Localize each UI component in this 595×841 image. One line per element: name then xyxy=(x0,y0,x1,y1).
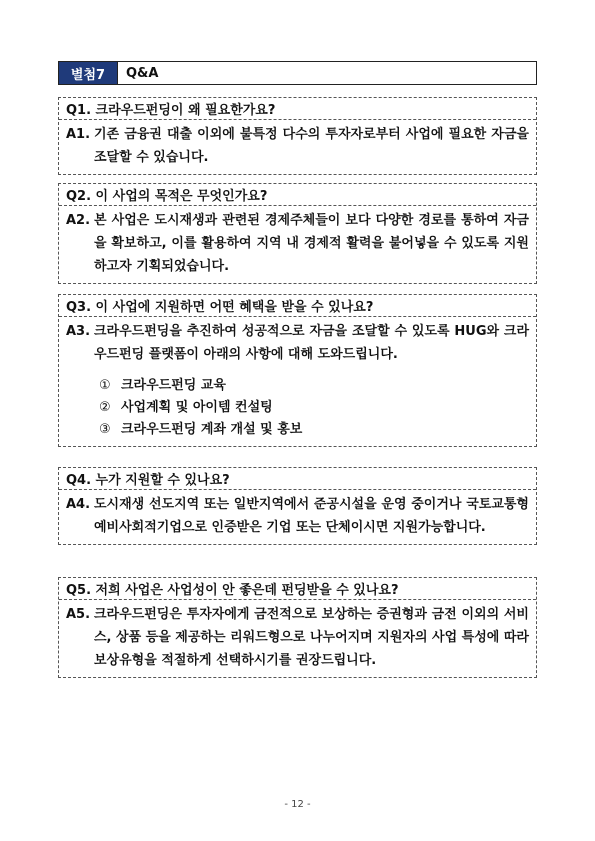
circled-number: ① xyxy=(99,378,111,393)
circled-number: ③ xyxy=(99,422,111,437)
header-title: Q&A xyxy=(117,62,536,84)
question-3: Q3. 이 사업에 지원하면 어떤 혜택을 받을 수 있나요? xyxy=(59,295,536,317)
qa-block-1 xyxy=(58,97,537,175)
list-item xyxy=(94,397,529,419)
question-2: Q2. 이 사업의 목적은 무엇인가요? xyxy=(59,184,536,206)
attachment-header xyxy=(58,61,537,85)
answer-3-text: 크라우드펀딩을 추진하여 성공적으로 자금을 조달할 수 있도록 HUG와 크라우드펀딩 플랫폼이 아래의 사항에 대해 도와드립니다. xyxy=(94,324,529,362)
answer-2-text: 본 사업은 도시재생과 관련된 경제주체들이 보다 다양한 경로를 통하여 자금을 확보하고, 이를 활용하여 지역 내 경제적 활력을 불어넣을 수 있도록 지원하고자 기획되었습니다. xyxy=(94,213,529,274)
answer-2-label: A2. xyxy=(66,213,91,228)
list-item-text: 크라우드펀딩 계좌 개설 및 홍보 xyxy=(121,422,303,437)
qa-block-5 xyxy=(58,577,537,678)
list-item-text: 사업계획 및 아이템 컨설팅 xyxy=(121,400,273,415)
qa-block-2 xyxy=(58,183,537,284)
answer-5-text: 크라우드펀딩은 투자자에게 금전적으로 보상하는 증권형과 금전 이외의 서비스, 상품 등을 제공하는 리워드형으로 나누어지며 지원자의 사업 특성에 따라 보상유형을 적절하게 선택하시기를 권장드립니다. xyxy=(94,607,529,668)
qa-block-4 xyxy=(58,467,537,545)
answer-3-label: A3. xyxy=(66,324,91,339)
answer-1-text: 기존 금융권 대출 이외에 불특정 다수의 투자자로부터 사업에 필요한 자금을 조달할 수 있습니다. xyxy=(94,127,529,165)
qa-block-3 xyxy=(58,294,537,447)
question-1: Q1. 크라우드펀딩이 왜 필요한가요? xyxy=(59,98,536,120)
question-5: Q5. 저희 사업은 사업성이 안 좋은데 펀딩받을 수 있나요? xyxy=(59,578,536,600)
answer-5-label: A5. xyxy=(66,607,91,622)
answer-4-text: 도시재생 선도지역 또는 일반지역에서 준공시설을 운영 중이거나 국토교통형 예비사회적기업으로 인증받은 기업 또는 단체이시면 지원가능합니다. xyxy=(94,497,529,535)
circled-number: ② xyxy=(99,400,111,415)
attachment-tag: 별첨7 xyxy=(59,62,117,84)
list-item xyxy=(94,419,529,441)
list-item xyxy=(94,375,529,397)
question-4: Q4. 누가 지원할 수 있나요? xyxy=(59,468,536,490)
answer-1-label: A1. xyxy=(66,127,91,142)
list-item-text: 크라우드펀딩 교육 xyxy=(121,378,226,393)
benefit-list xyxy=(94,375,529,441)
answer-4-label: A4. xyxy=(66,497,91,512)
page-number: - 12 - xyxy=(284,799,311,810)
